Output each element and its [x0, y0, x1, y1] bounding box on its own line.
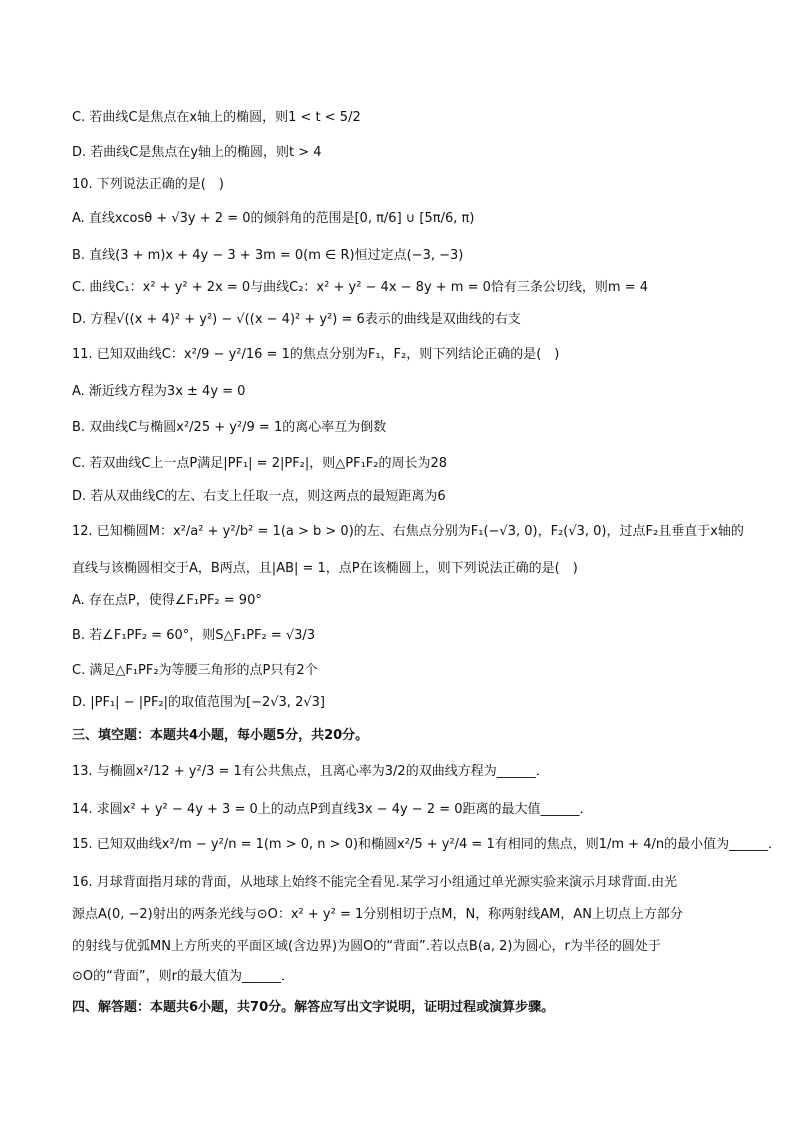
q12-option-b: B. 若∠F₁PF₂ = 60°，则S△F₁PF₂ = √3/3 [72, 628, 316, 643]
q11-stem: 11. 已知双曲线C：x²/9 − y²/16 = 1的焦点分别为F₁，F₂，则下列结论正确的是( ) [72, 347, 560, 362]
q9-option-d: D. 若曲线C是焦点在y轴上的椭圆，则t > 4 [72, 145, 322, 160]
q13: 13. 与椭圆x²/12 + y²/3 = 1有公共焦点，且离心率为3/2的双曲线方程为______． [72, 764, 549, 779]
q10-stem: 10. 下列说法正确的是( ) [72, 177, 224, 192]
q12-stem-line1: 12. 已知椭圆M：x²/a² + y²/b² = 1(a > b > 0)的左、右焦点分别为F₁(−√3, 0)，F₂(√3, 0)，过点F₂且垂直于x轴的 [72, 524, 744, 539]
q16-line3: 的射线与优弧MN上方所夹的平面区域(含边界)为圆O的“背面”.若以点B(a, 2)为圆心，r为半径的圆处于 [72, 939, 661, 954]
section-answer-heading: 四、解答题：本题共6小题，共70分。解答应写出文字说明，证明过程或演算步骤。 [72, 1000, 555, 1015]
section-fill-in-heading: 三、填空题：本题共4小题，每小题5分，共20分。 [72, 728, 369, 743]
q12-stem-line2: 直线与该椭圆相交于A，B两点，且|AB| = 1，点P在该椭圆上，则下列说法正确的是( ) [72, 561, 578, 576]
q11-option-b: B. 双曲线C与椭圆x²/25 + y²/9 = 1的离心率互为倒数 [72, 420, 387, 435]
q15: 15. 已知双曲线x²/m − y²/n = 1(m > 0, n > 0)和椭圆x²/5 + y²/4 = 1有相同的焦点，则1/m + 4/n的最小值为______． [72, 837, 782, 852]
q9-option-c: C. 若曲线C是焦点在x轴上的椭圆，则1 < t < 5/2 [72, 110, 361, 125]
q10-option-c: C. 曲线C₁：x² + y² + 2x = 0与曲线C₂：x² + y² − 4x − 8y + m = 0恰有三条公切线，则m = 4 [72, 280, 648, 295]
q16-line4: ⊙O的“背面”，则r的最大值为______． [72, 969, 294, 984]
q12-option-a: A. 存在点P，使得∠F₁PF₂ = 90° [72, 593, 262, 608]
q12-option-c: C. 满足△F₁PF₂为等腰三角形的点P只有2个 [72, 663, 318, 678]
q11-option-a: A. 渐近线方程为3x ± 4y = 0 [72, 384, 246, 399]
q12-option-d: D. |PF₁| − |PF₂|的取值范围为[−2√3, 2√3] [72, 695, 325, 710]
q10-option-b: B. 直线(3 + m)x + 4y − 3 + 3m = 0(m ∈ R)恒过定点(−3, −3) [72, 248, 464, 263]
q11-option-d: D. 若从双曲线C的左、右支上任取一点，则这两点的最短距离为6 [72, 489, 446, 504]
q16-line1: 16. 月球背面指月球的背面，从地球上始终不能完全看见.某学习小组通过单光源实验来演示月球背面.由光 [72, 875, 678, 890]
q11-option-c: C. 若双曲线C上一点P满足|PF₁| = 2|PF₂|，则△PF₁F₂的周长为28 [72, 456, 448, 471]
q10-option-d: D. 方程√((x + 4)² + y²) − √((x − 4)² + y²) = 6表示的曲线是双曲线的右支 [72, 312, 521, 327]
q10-option-a: A. 直线xcosθ + √3y + 2 = 0的倾斜角的范围是[0, π/6] ∪ [5π/6, π) [72, 211, 475, 226]
q16-line2: 源点A(0, −2)射出的两条光线与⊙O：x² + y² = 1分别相切于点M，N，称两射线AM，AN上切点上方部分 [72, 907, 683, 922]
q14: 14. 求圆x² + y² − 4y + 3 = 0上的动点P到直线3x − 4y − 2 = 0距离的最大值______． [72, 802, 593, 817]
